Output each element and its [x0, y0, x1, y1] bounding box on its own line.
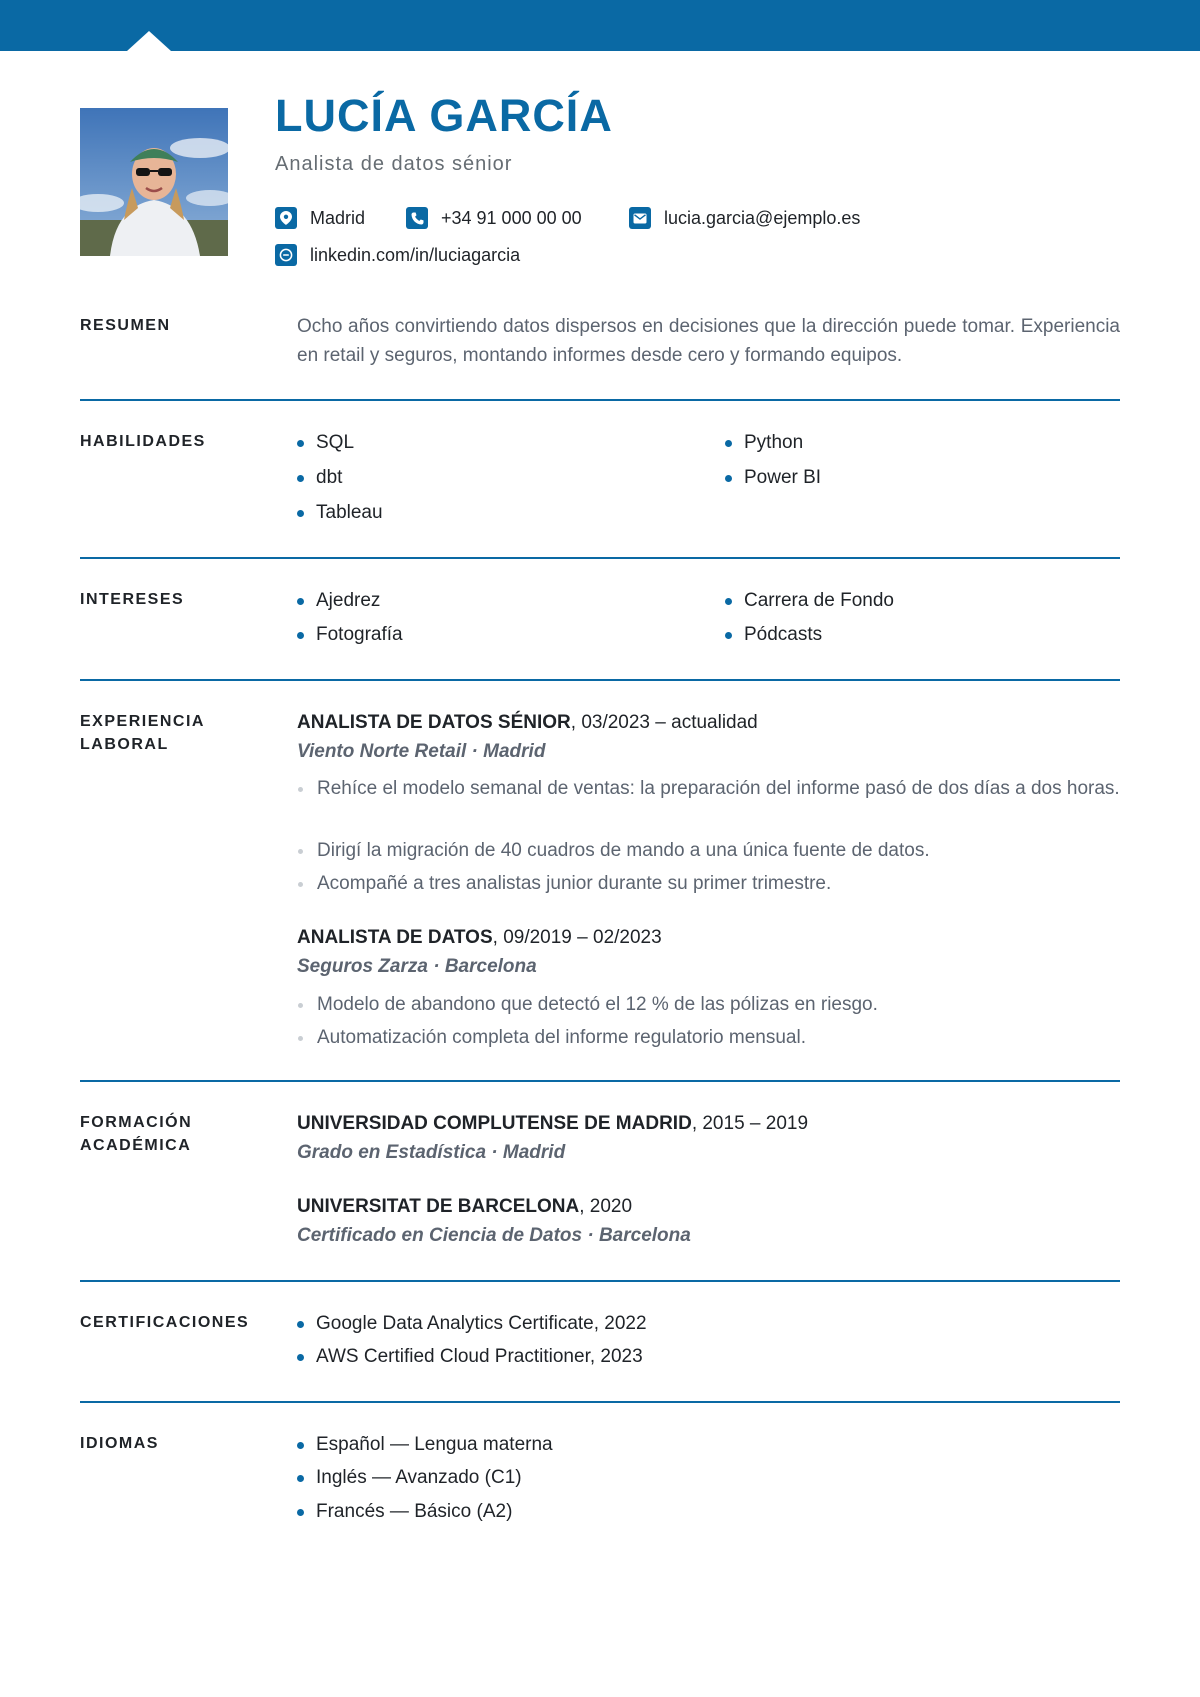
job-bullet [297, 774, 1120, 803]
contact-linkedin[interactable] [275, 242, 520, 268]
job-bullet-text: Automatización completa del informe regulatorio mensual. [317, 1027, 806, 1048]
bullet-dot [298, 882, 303, 887]
candidate-name: LUCÍA GARCÍA [275, 90, 613, 141]
summary-label: RESUMEN [80, 317, 171, 334]
contact-email[interactable] [629, 205, 860, 231]
bullet-dot [297, 510, 304, 517]
job-bullet [297, 1023, 1120, 1052]
language-item [297, 1432, 553, 1458]
bullet-dot [725, 440, 732, 447]
section-divider [80, 1080, 1120, 1082]
job-bullet [297, 869, 1120, 898]
skill-text: SQL [316, 432, 355, 453]
skills-label: HABILIDADES [80, 433, 206, 450]
skill-text: Power BI [744, 467, 822, 488]
summary-text: Ocho años convirtiendo datos dispersos en decisiones que la dirección puede tomar. Experiencia en retail y seguros, montando informes desde cero y formando equipos. [297, 316, 1120, 366]
school-period: , 2020 [579, 1196, 633, 1217]
bullet-dot [298, 1003, 303, 1008]
education-school [297, 1193, 632, 1220]
bullet-dot [297, 1509, 304, 1516]
bullet-dot [297, 1475, 304, 1482]
job-bullet-text: Modelo de abandono que detectó el 12 % de las pólizas en riesgo. [317, 994, 878, 1015]
section-divider [80, 1280, 1120, 1282]
education-label-line2: ACADÉMICA [80, 1137, 192, 1154]
section-divider [80, 1401, 1120, 1403]
bullet-dot [298, 1036, 303, 1041]
skill-item [297, 465, 342, 491]
job-role: ANALISTA DE DATOS SÉNIOR [297, 712, 571, 733]
section-divider [80, 399, 1120, 401]
education-school [297, 1110, 808, 1137]
interest-text: Ajedrez [316, 590, 381, 611]
education-degree: Grado en Estadística · Madrid [297, 1142, 566, 1163]
certification-item [297, 1311, 647, 1337]
education-label [80, 1111, 192, 1157]
contact-phone[interactable] [406, 205, 582, 231]
interest-item [297, 588, 380, 614]
education-degree: Certificado en Ciencia de Datos · Barcelona [297, 1225, 691, 1246]
languages-label: IDIOMAS [80, 1435, 159, 1452]
job-bullet [297, 836, 1120, 865]
job-period: , 09/2019 – 02/2023 [492, 927, 662, 948]
certification-item [297, 1344, 643, 1370]
contact-location [275, 205, 365, 231]
bullet-dot [298, 849, 303, 854]
map-pin-icon [275, 207, 297, 229]
contact-linkedin-text[interactable]: linkedin.com/in/luciagarcia [310, 244, 521, 265]
job-bullet-text: Rehíce el modelo semanal de ventas: la preparación del informe pasó de dos días a dos horas. [317, 778, 1120, 799]
job-title [297, 709, 758, 736]
language-item [297, 1499, 512, 1525]
profile-photo [80, 108, 228, 256]
bullet-dot [297, 475, 304, 482]
job-bullet-text: Acompañé a tres analistas junior durante su primer trimestre. [317, 873, 832, 894]
school-period: , 2015 – 2019 [691, 1113, 809, 1134]
contact-location-text: Madrid [310, 207, 366, 228]
skill-text: Python [744, 432, 804, 453]
bullet-dot [297, 1442, 304, 1449]
skill-item [725, 430, 803, 456]
bullet-dot [297, 632, 304, 639]
skill-text: Tableau [316, 502, 383, 523]
mail-icon [629, 207, 651, 229]
job-org: Viento Norte Retail · Madrid [297, 741, 546, 762]
experience-label-line2: LABORAL [80, 736, 169, 753]
interest-item [725, 622, 822, 648]
bullet-dot [297, 1321, 304, 1328]
interest-item [297, 622, 403, 648]
job-bullet-text: Dirigí la migración de 40 cuadros de mando a una única fuente de datos. [317, 840, 930, 861]
certification-text: AWS Certified Cloud Practitioner, 2023 [316, 1346, 643, 1367]
school-name: UNIVERSITAT DE BARCELONA [297, 1196, 580, 1217]
school-name: UNIVERSIDAD COMPLUTENSE DE MADRID [297, 1113, 692, 1134]
banner-notch [127, 31, 171, 51]
section-divider [80, 557, 1120, 559]
language-text: Español — Lengua materna [316, 1434, 553, 1455]
skill-item [297, 500, 383, 526]
candidate-role: Analista de datos sénior [275, 153, 513, 175]
job-title [297, 924, 662, 951]
phone-icon [406, 207, 428, 229]
certification-text: Google Data Analytics Certificate, 2022 [316, 1313, 647, 1334]
skill-item [725, 465, 821, 491]
bullet-dot [725, 632, 732, 639]
bullet-dot [297, 440, 304, 447]
contact-phone-text[interactable]: +34 91 000 00 00 [441, 207, 582, 228]
job-period: , 03/2023 – actualidad [570, 712, 758, 733]
job-org: Seguros Zarza · Barcelona [297, 956, 537, 977]
section-divider [80, 679, 1120, 681]
skill-item [297, 430, 354, 456]
linkedin-icon [275, 244, 297, 266]
bullet-dot [297, 1354, 304, 1361]
bullet-dot [298, 787, 303, 792]
language-text: Inglés — Avanzado (C1) [316, 1467, 522, 1488]
language-item [297, 1465, 522, 1491]
experience-label-line1: EXPERIENCIA [80, 713, 205, 730]
interest-item [725, 588, 894, 614]
interest-text: Fotografía [316, 624, 403, 645]
education-label-line1: FORMACIÓN [80, 1114, 193, 1131]
top-banner [0, 0, 1200, 51]
job-role: ANALISTA DE DATOS [297, 927, 493, 948]
skill-text: dbt [316, 467, 343, 488]
experience-label [80, 710, 205, 756]
job-bullet [297, 990, 1120, 1019]
contact-email-text[interactable]: lucia.garcia@ejemplo.es [664, 207, 861, 228]
interest-text: Pódcasts [744, 624, 823, 645]
bullet-dot [725, 475, 732, 482]
bullet-dot [297, 598, 304, 605]
bullet-dot [725, 598, 732, 605]
language-text: Francés — Básico (A2) [316, 1501, 513, 1522]
interest-text: Carrera de Fondo [744, 590, 894, 611]
interests-label: INTERESES [80, 591, 185, 608]
certifications-label: CERTIFICACIONES [80, 1314, 250, 1331]
